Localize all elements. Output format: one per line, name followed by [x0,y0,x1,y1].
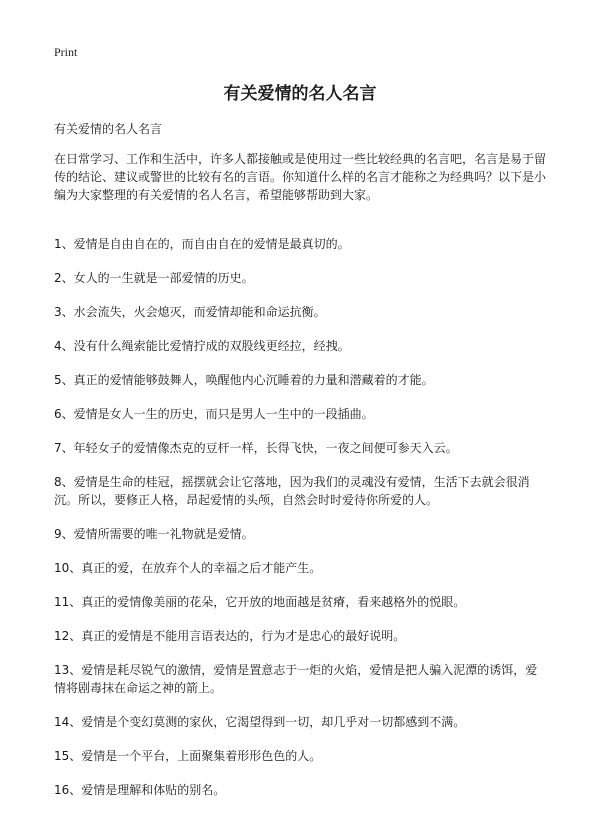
print-link[interactable]: Print [54,45,78,59]
quote-item: 15、爱情是一个平台，上面聚集着形形色色的人。 [54,749,322,763]
quote-item: 5、真正的爱情能够鼓舞人，唤醒他内心沉睡着的力量和潜藏着的才能。 [54,373,434,387]
quote-item: 13、爱情是耗尽锐气的激情，爱情是置意志于一炬的火焰，爱情是把人骗入泥潭的诱饵，爱情将剧毒抹在命运之神的箭上。 [54,663,538,695]
subtitle: 有关爱情的名人名言 [54,122,163,136]
quote-item: 16、爱情是理解和体贴的别名。 [54,783,226,797]
quote-item: 11、真正的爱情像美丽的花朵，它开放的地面越是贫瘠，看来越格外的悦眼。 [54,595,466,609]
quote-item: 12、真正的爱情是不能用言语表达的，行为才是忠心的最好说明。 [54,629,406,643]
quote-item: 2、女人的一生就是一部爱情的历史。 [54,271,254,285]
quote-item: 10、真正的爱，在放弃个人的幸福之后才能产生。 [54,561,322,575]
quote-item: 4、没有什么绳索能比爱情拧成的双股线更经拉，经拽。 [54,339,350,353]
quote-item: 7、年轻女子的爱情像杰克的豆杆一样，长得飞快，一夜之间便可参天入云。 [54,441,458,455]
quote-list [54,235,548,815]
quote-item: 8、爱情是生命的桂冠，摇摆就会让它落地，因为我们的灵魂没有爱情，生活下去就会很消沉。所以，要修正人格，昂起爱情的头颅，自然会时时爱待你所爱的人。 [54,475,530,507]
quote-item: 9、爱情所需要的唯一礼物就是爱情。 [54,527,254,541]
page-title: 有关爱情的名人名言 [223,84,377,104]
intro-paragraph: 在日常学习、工作和生活中，许多人都接触或是使用过一些比较经典的名言吧，名言是易于留传的结论、建议或警世的比较有名的言语。你知道什么样的名言才能称之为经典吗？以下是小编为大家整理的有关爱情的名人名言，希望能够帮助到大家。 [54,152,547,202]
quote-item: 14、爱情是个变幻莫测的家伙，它渴望得到一切，却几乎对一切都感到不满。 [54,715,466,729]
quote-item: 1、爱情是自由自在的，而自由自在的爱情是最真切的。 [54,237,350,251]
quote-item: 3、水会流失，火会熄灭，而爱情却能和命运抗衡。 [54,305,326,319]
quote-item: 6、爱情是女人一生的历史，而只是男人一生中的一段插曲。 [54,407,374,421]
